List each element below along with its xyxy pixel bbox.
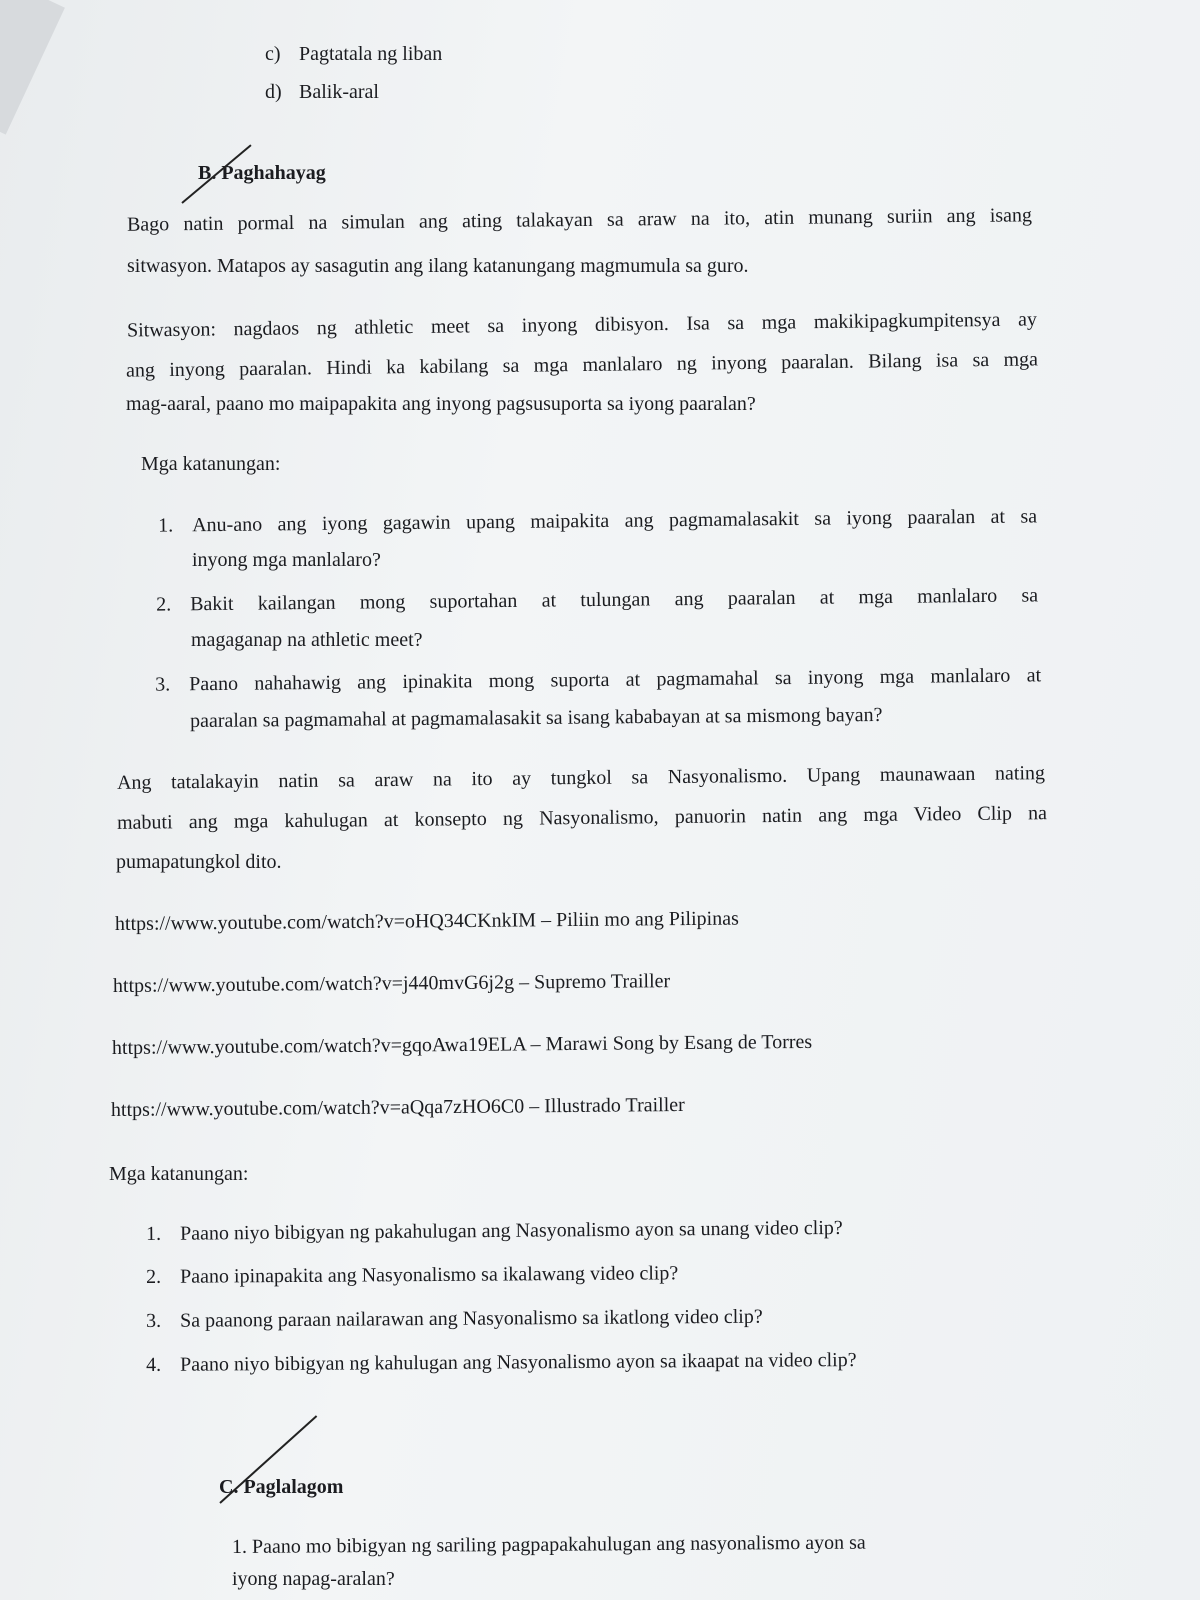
question-text: Anu-ano ang iyong gagawin upang maipakita ang pagmamalasakit sa iyong paaralan at sa: [192, 505, 1038, 537]
topic-line-2: mabuti ang mga kahulugan at konsepto ng Nasyonalismo, panuorin natin ang mga Video Clip na: [116, 802, 1048, 834]
page-corner-shadow: [0, 0, 65, 135]
question-item-3: [155, 662, 1043, 696]
video-link-3[interactable]: https://www.youtube.com/watch?v=gqoAwa19ELA – Marawi Song by Esang de Torres: [111, 1030, 813, 1059]
question-item-2: [156, 582, 1040, 616]
question-number: 2.: [146, 1265, 162, 1288]
topic-line-3: pumapatungkol dito.: [116, 851, 282, 873]
question-text: Paano ipinapakita ang Nasyonalismo sa ikalawang video clip?: [180, 1262, 679, 1288]
video-link-1[interactable]: https://www.youtube.com/watch?v=oHQ34CKnkIM – Piliin mo ang Pilipinas: [114, 907, 739, 935]
video-questions-heading: Mga katanungan:: [109, 1163, 249, 1185]
summary-question-line-1: 1. Paano mo bibigyan ng sariling pagpapakahulugan ang nasyonalismo ayon sa: [231, 1531, 866, 1558]
question-2-continuation: magaganap na athletic meet?: [191, 629, 423, 651]
question-text: Bakit kailangan mong suportahan at tulungan ang paaralan at mga manlalaro sa: [190, 584, 1039, 616]
question-text: Paano niyo bibigyan ng pakahulugan ang Nasyonalismo ayon sa unang video clip?: [180, 1216, 843, 1245]
item-d-text: Balik-aral: [299, 81, 379, 103]
question-text: Paano niyo bibigyan ng kahulugan ang Nasyonalismo ayon sa ikaapat na video clip?: [180, 1349, 857, 1376]
item-c-label: c): [265, 43, 281, 65]
question-text: Sa paanong paraan nailarawan ang Nasyonalismo sa ikatlong video clip?: [180, 1305, 763, 1332]
question-number: 4.: [146, 1353, 162, 1376]
situation-line-3: mag-aaral, paano mo maipapakita ang inyong pagsusuporta sa iyong paaralan?: [126, 393, 756, 415]
question-number: 1.: [158, 514, 174, 537]
question-1-continuation: inyong mga manlalaro?: [192, 549, 381, 571]
video-link-4[interactable]: https://www.youtube.com/watch?v=aQqa7zHO6C0 – Illustrado Trailler: [110, 1093, 685, 1121]
question-number: 2.: [156, 593, 172, 616]
question-number: 1.: [146, 1222, 162, 1245]
intro-line-1: Bago natin pormal na simulan ang ating talakayan sa araw na ito, atin munang suriin ang isang: [126, 204, 1033, 236]
question-text: Paano nahahawig ang ipinakita mong suporta at pagmamahal sa inyong mga manlalaro at: [189, 664, 1042, 696]
section-b-title: B. Paghahayag: [198, 162, 326, 184]
question-number: 3.: [146, 1309, 162, 1332]
bleed-through-text: [250, 85, 255, 106]
situation-line-1: Sitwasyon: nagdaos ng athletic meet sa inyong dibisyon. Isa sa mga makikipagkumpitensya ay: [126, 308, 1038, 342]
topic-line-1: Ang tatalakayin natin sa araw na ito ay tungkol sa Nasyonalismo. Upang maunawaan nating: [116, 762, 1046, 794]
intro-line-2: sitwasyon. Matapos ay sasagutin ang ilang katanungang magmumula sa guro.: [127, 255, 749, 277]
item-c-text: Pagtatala ng liban: [299, 43, 443, 65]
item-d-label: d): [265, 81, 282, 103]
questions-heading: Mga katanungan:: [141, 453, 281, 475]
situation-line-2: ang inyong paaralan. Hindi ka kabilang sa mga manlalaro ng inyong paaralan. Bilang isa sa mga: [125, 348, 1039, 382]
section-c-title: C. Paglalagom: [219, 1476, 344, 1498]
summary-question-line-2: iyong napag-aralan?: [232, 1568, 395, 1590]
question-item-1: [158, 503, 1038, 537]
video-link-2[interactable]: https://www.youtube.com/watch?v=j440mvG6j2g – Supremo Trailler: [112, 970, 671, 997]
question-3-continuation: paaralan sa pagmamahal at pagmamalasakit sa isang kababayan at sa mismong bayan?: [189, 703, 883, 733]
question-number: 3.: [155, 673, 171, 696]
